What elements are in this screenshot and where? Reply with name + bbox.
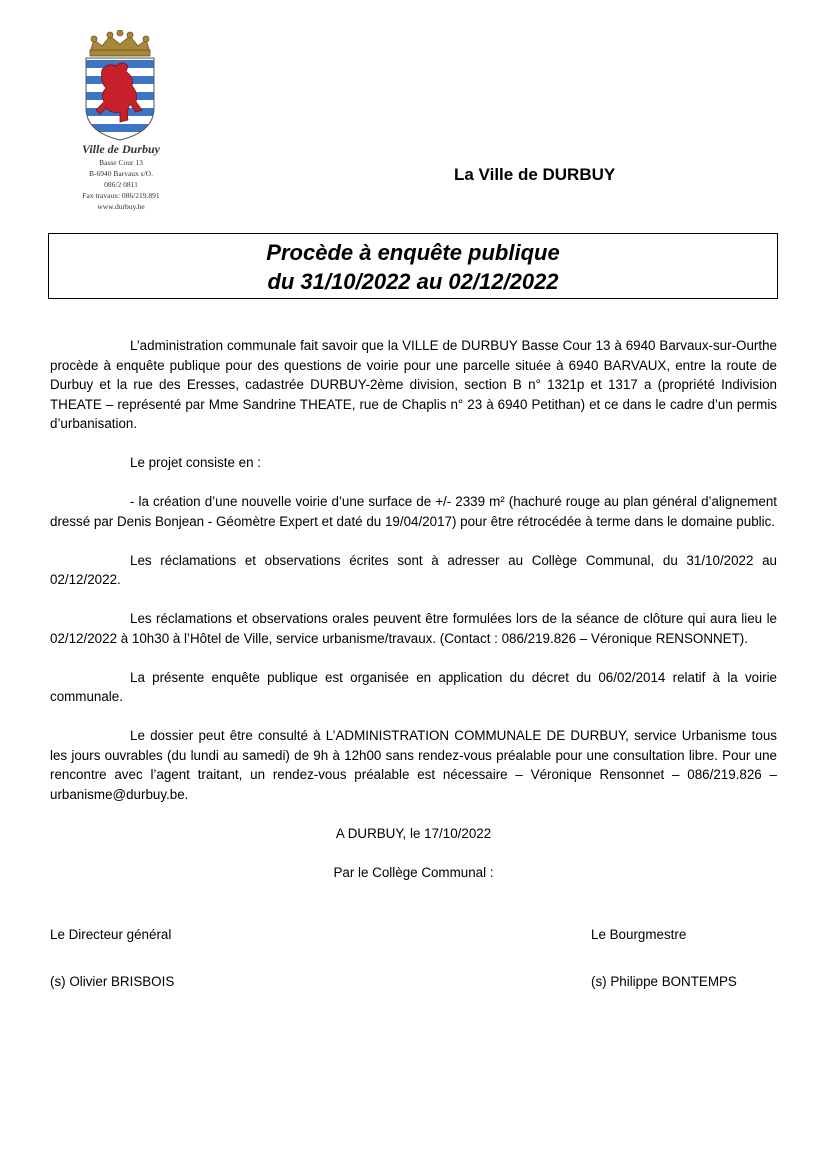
title-line-1: Procède à enquête publique [266,240,560,265]
paragraph-project-intro: Le projet consiste en : [130,455,262,470]
paragraph-project-detail: - la création d’une nouvelle voirie d’une surface de +/- 2339 m² (hachuré rouge au plan général d’alignement dressé par Denis Bonjean - Géomètre Expert et daté du 19/04/2017) pour être rétrocédée à terme dans le domaine public. [50,494,777,529]
letterhead-address-line: Basse Cour 13 [99,158,143,167]
paragraph-written-claims: Les réclamations et observations écrites sont à adresser au Collège Communal, du 31/10/2022 au 02/12/2022. [50,552,777,587]
on-behalf-of: Par le Collège Communal : [333,864,494,880]
durbuy-logo [62,30,180,225]
coat-of-arms-icon [76,30,164,142]
signatory-right-title: Le Bourgmestre [591,927,687,942]
paragraph-legal-basis: La présente enquête publique est organisée en application du décret du 06/02/2014 relatif à la voirie communale. [50,669,777,704]
paragraph-announcement: L’administration communale fait savoir que la VILLE de DURBUY Basse Cour 13 à 6940 Barvaux-sur-Ourthe procède à enquête publique pour des questions de voirie pour une parcelle située à 6940 BARVAUX, entre la route de Durbuy et la rue des Eresses, cadastrée DURBUY-2ème division, section B n° 1321p et 1317 a (propriété Indivision THEATE – représenté par Mme Sandrine THEATE, rue de Chaplis n° 23 à 6940 Petithan) et ce dans le cadre d’un permis d’urbanisation. [50,338,777,431]
letterhead-address-line: B-6940 Barvaux s/O. [89,169,153,178]
letterhead-name: Ville de Durbuy [81,142,160,156]
letterhead-text [62,142,180,212]
signatory-left-title: Le Directeur général [50,927,172,942]
notice-body [50,336,777,902]
title-line-2: du 31/10/2022 au 02/12/2022 [267,269,559,294]
signatory-left-name: (s) Olivier BRISBOIS [50,974,175,989]
letterhead-address-line: www.durbuy.be [97,202,145,211]
title-box [48,233,778,299]
letterhead-address-line: 086/2 0811 [104,180,138,189]
signatory-right-name: (s) Philippe BONTEMPS [591,974,737,989]
paragraph-oral-claims: Les réclamations et observations orales peuvent être formulées lors de la séance de clôture qui aura lieu le 02/12/2022 à 10h30 à l’Hôtel de Ville, service urbanisme/travaux. (Contact : 086/219.826 – Véronique RENSONNET). [50,611,777,646]
letterhead-address-line: Fax travaux: 086/219.891 [82,191,160,200]
place-date: A DURBUY, le 17/10/2022 [335,825,492,841]
issuer-heading: La Ville de DURBUY [454,165,616,184]
paragraph-consultation: Le dossier peut être consulté à L’ADMINISTRATION COMMUNALE DE DURBUY, service Urbanisme tous les jours ouvrables (du lundi au samedi) de 9h à 12h00 sans rendez-vous préalable pour une consultation libre. Pour une rencontre avec l’agent traitant, un rendez-vous préalable est nécessaire – Véronique Rensonnet – 086/219.826 – urbanisme@durbuy.be. [50,728,777,802]
